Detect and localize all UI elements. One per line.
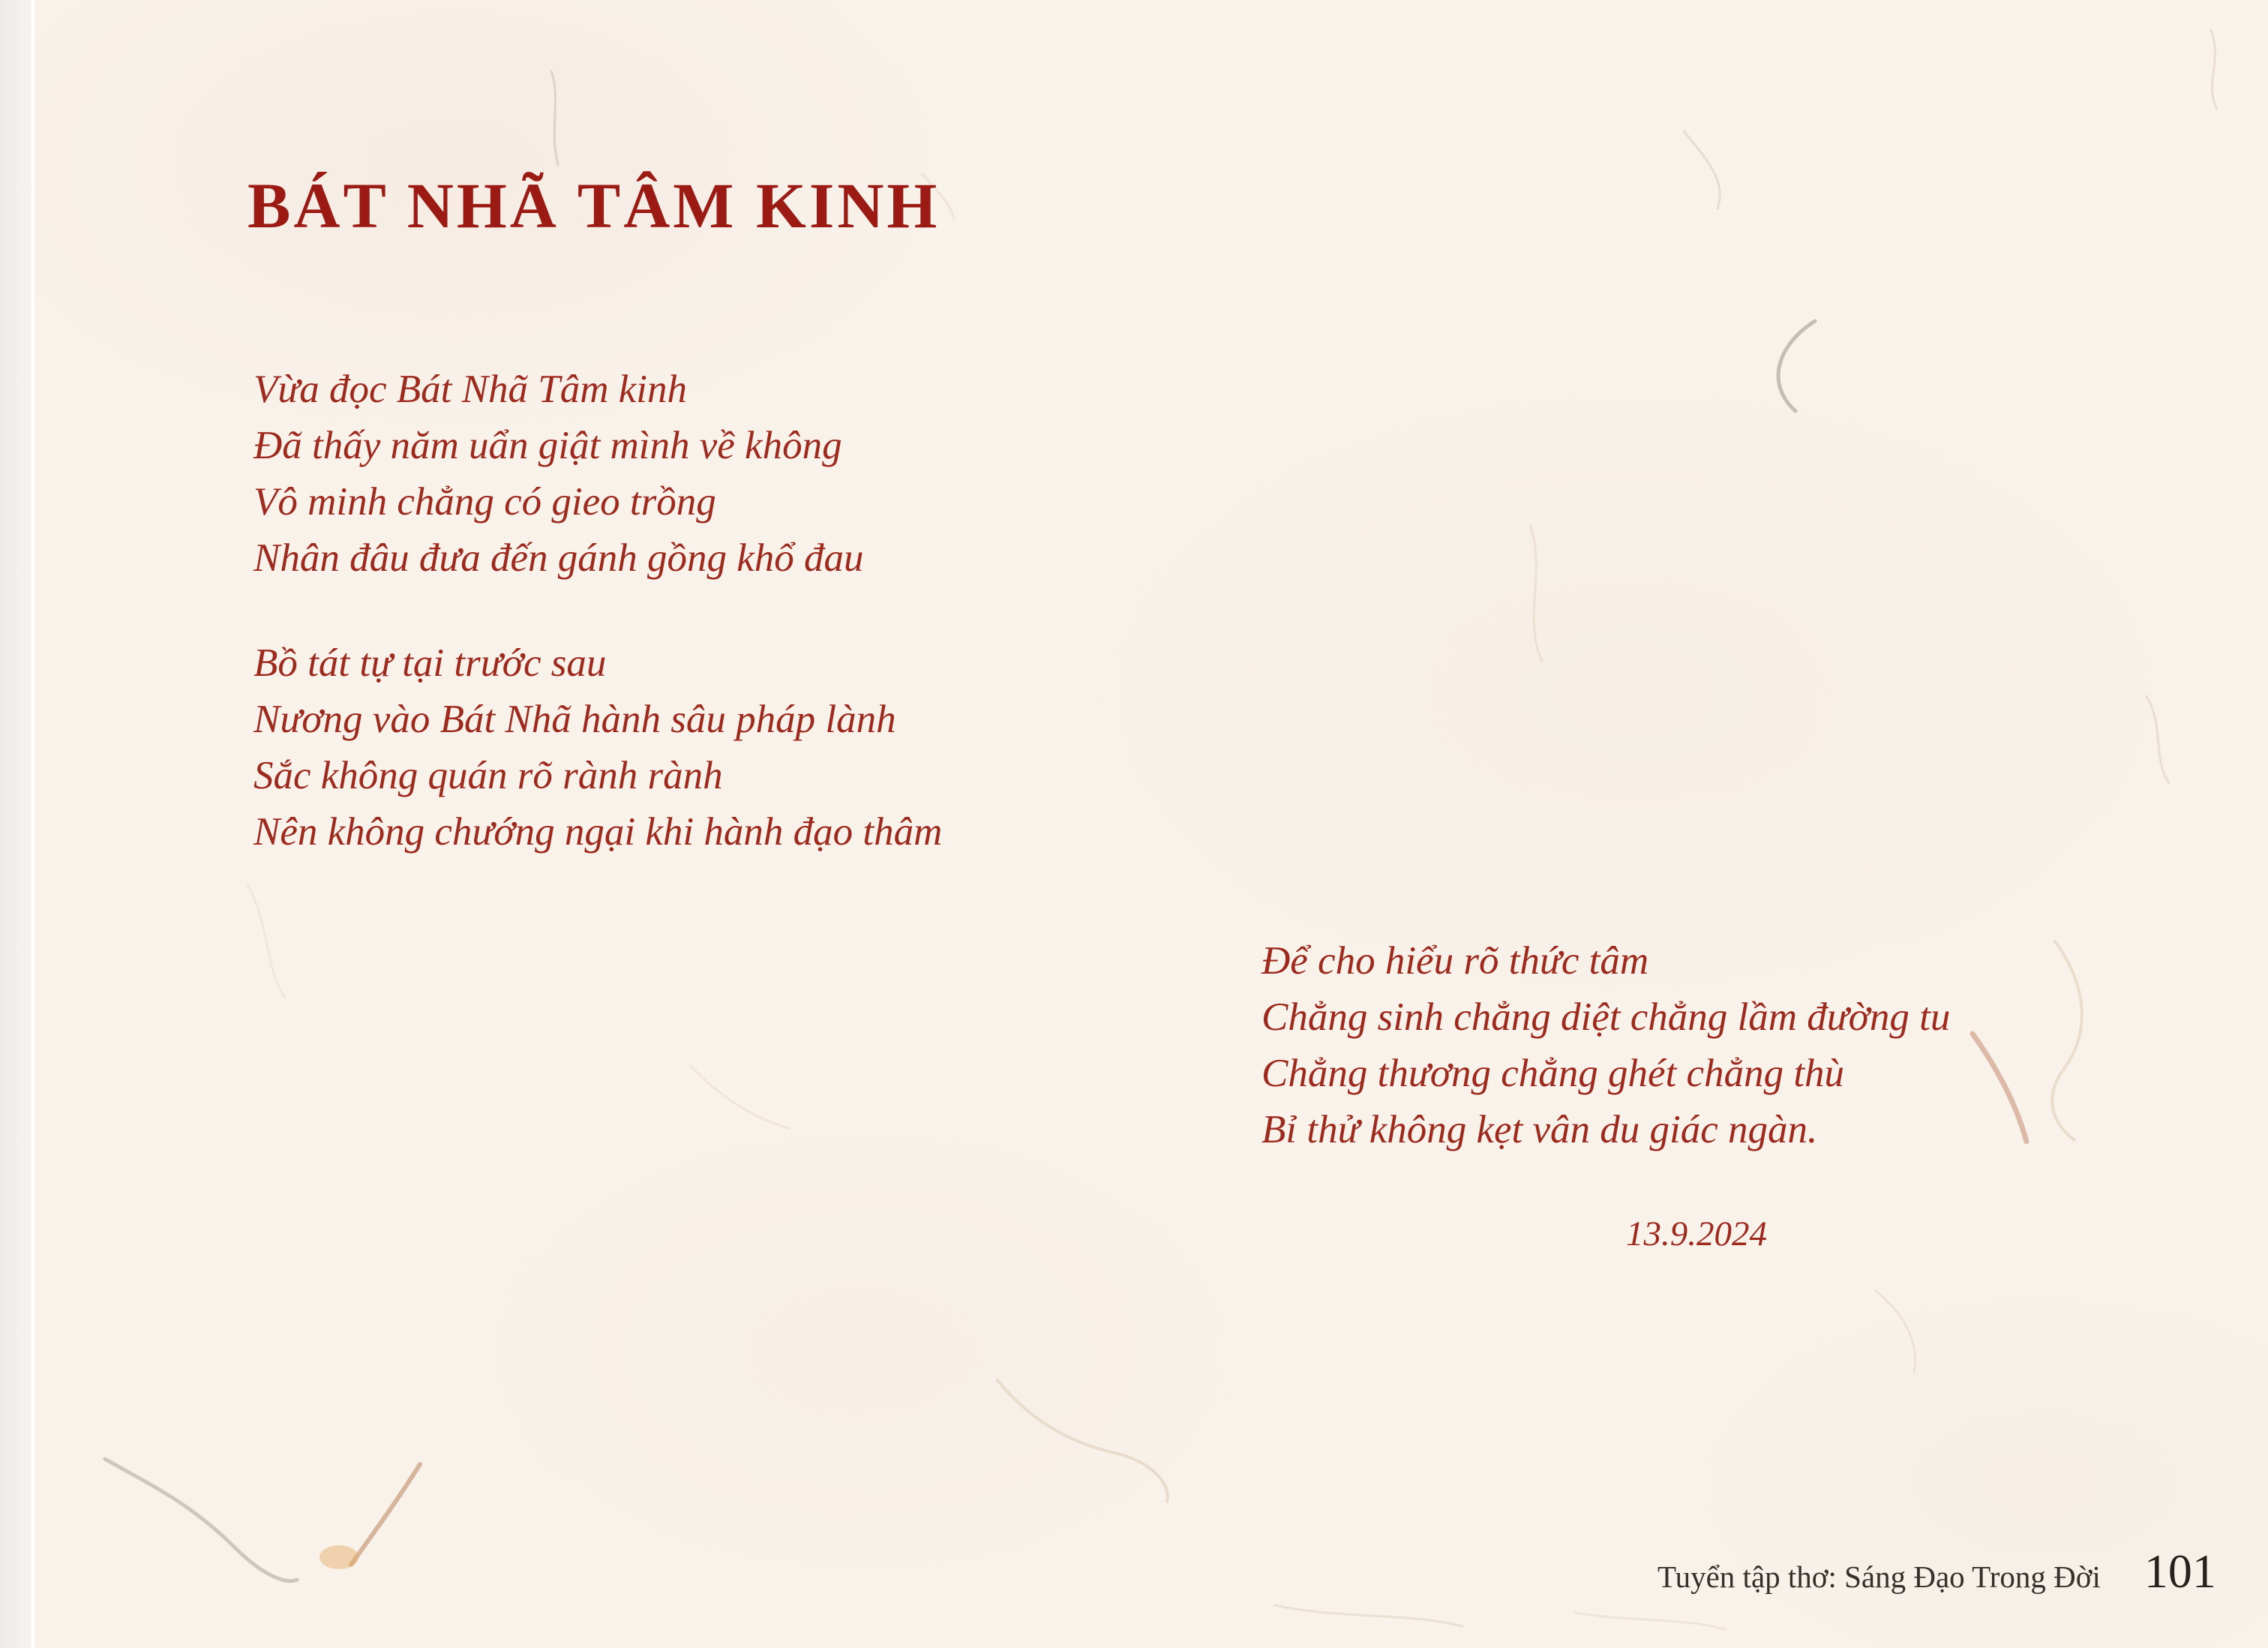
stanza-1 [254, 362, 864, 587]
poem-line: Sắc không quán rõ rành rành [254, 754, 723, 797]
poem-line: Vô minh chẳng có gieo trồng [254, 480, 716, 524]
poem-line: Đã thấy năm uẩn giật mình về không [254, 424, 842, 467]
poem-line: Bỉ thử không kẹt vân du giác ngàn. [1262, 1108, 1818, 1151]
page-footer [1658, 1544, 2216, 1599]
poem-line: Bồ tát tự tại trước sau [254, 641, 607, 685]
poem-line: Chẳng thương chẳng ghét chẳng thù [1262, 1052, 1845, 1095]
poem-line: Vừa đọc Bát Nhã Tâm kinh [254, 368, 688, 411]
poem-date: 13.9.2024 [1626, 1214, 1767, 1253]
poem-line: Nương vào Bát Nhã hành sâu pháp lành [254, 698, 896, 741]
page-edge-shadow [0, 0, 34, 1648]
poem-line: Nên không chướng ngại khi hành đạo thâm [254, 810, 943, 854]
poem-line: Chẳng sinh chẳng diệt chẳng lầm đường tu [1262, 995, 1951, 1039]
poem-title: BÁT NHÃ TÂM KINH [248, 170, 940, 242]
stanza-2 [254, 635, 942, 860]
poem-line: Nhân đâu đưa đến gánh gồng khổ đau [254, 536, 864, 580]
book-title: Tuyển tập thơ: Sáng Đạo Trong Đời [1658, 1559, 2101, 1594]
poem-line: Để cho hiểu rõ thức tâm [1262, 939, 1649, 983]
stanza-3 [1262, 933, 1950, 1158]
page-number: 101 [2144, 1544, 2216, 1598]
